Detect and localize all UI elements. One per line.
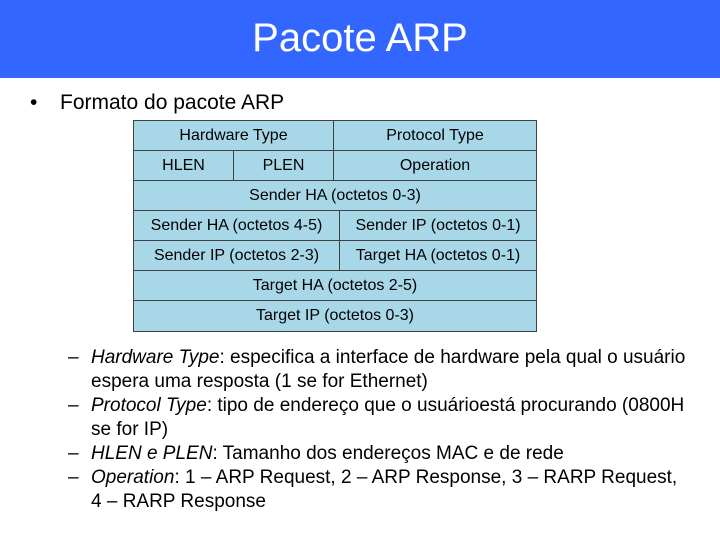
definition-text: : 1 – ARP Request, 2 – ARP Response, 3 – RARP Request, 4 – RARP Response (91, 467, 678, 512)
definition-item: – HLEN e PLEN: Tamanho dos endereços MAC e de rede (68, 443, 564, 464)
cell-sender-ip-2-3: Sender IP (octetos 2-3) (133, 240, 340, 271)
cell-sender-ha-4-5: Sender HA (octetos 4-5) (133, 210, 340, 241)
definition-text: : Tamanho dos endereços MAC e de rede (212, 443, 564, 464)
bullet-item (30, 89, 284, 117)
definition-item: – Operation: 1 – ARP Request, 2 – ARP Response, 3 – RARP Request, 4 – RARP Response (68, 467, 678, 512)
cell-target-ip-0-3: Target IP (octetos 0-3) (133, 300, 537, 332)
definition-item: – Hardware Type: especifica a interface de hardware pela qual o usuário espera uma resposta (1 se for Ethernet) (68, 347, 686, 392)
definition-term: Hardware Type (91, 347, 220, 368)
definition-term: HLEN e PLEN (91, 443, 213, 464)
definition-list (68, 346, 688, 514)
cell-sender-ip-0-1: Sender IP (octetos 0-1) (339, 210, 537, 241)
cell-hlen: HLEN (133, 150, 234, 181)
cell-target-ha-2-5: Target HA (octetos 2-5) (133, 270, 537, 301)
cell-operation: Operation (333, 150, 537, 181)
cell-hardware-type: Hardware Type (133, 120, 334, 151)
cell-plen: PLEN (233, 150, 334, 181)
definition-term: Protocol Type (91, 395, 207, 416)
definition-item: – Protocol Type: tipo de endereço que o usuárioestá procurando (0800H se for IP) (68, 395, 685, 440)
cell-protocol-type: Protocol Type (333, 120, 537, 151)
cell-sender-ha-0-3: Sender HA (octetos 0-3) (133, 180, 537, 211)
cell-target-ha-0-1: Target HA (octetos 0-1) (339, 240, 537, 271)
definition-text: : especifica a interface de hardware pela qual o usuário espera uma resposta (1 se for Ethernet) (91, 347, 686, 392)
arp-packet-diagram (133, 120, 537, 332)
definition-term: Operation (91, 467, 175, 488)
bullet-dot: • (30, 91, 38, 114)
bullet-text: Formato do pacote ARP (60, 91, 285, 114)
slide-title: Pacote ARP (252, 16, 468, 60)
definition-text: : tipo de endereço que o usuárioestá procurando (0800H se for IP) (91, 395, 685, 440)
